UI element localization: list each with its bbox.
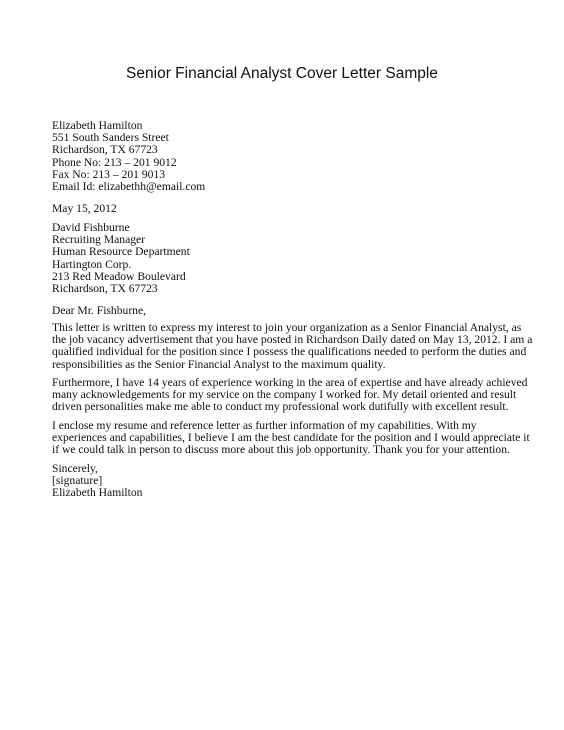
sender-phone: Phone No: 213 – 201 9012	[52, 155, 177, 169]
body-paragraph-3	[52, 419, 530, 457]
closing-phrase: Sincerely,	[52, 462, 98, 475]
sender-email: Email Id: elizabethh@email.com	[52, 180, 206, 194]
sender-name: Elizabeth Hamilton	[52, 119, 143, 132]
paragraph-line: I enclose my resume and reference letter as further information of my capabilities. With my	[52, 419, 477, 432]
letter-date: May 15, 2012	[52, 202, 117, 215]
body-paragraph-1	[52, 321, 533, 371]
sender-fax: Fax No: 213 – 201 9013	[52, 167, 166, 181]
paragraph-line: Furthermore, I have 14 years of experience working in the area of expertise and have already achieved	[52, 376, 528, 389]
recipient-company: Hartington Corp.	[52, 257, 132, 271]
paragraph-line: qualified individual for the position since I possess the qualifications needed to perform the duties and	[52, 345, 527, 359]
paragraph-line: the job vacancy advertisement that you have posted in Richardson Daily dated on May 13, 2012. I am a	[52, 333, 533, 347]
recipient-title: Recruiting Manager	[52, 233, 146, 247]
signature-placeholder: [signature]	[52, 474, 103, 488]
sender-street: 551 South Sanders Street	[52, 131, 169, 145]
sender-address-block	[52, 120, 522, 193]
document-title: Senior Financial Analyst Cover Letter Sample	[126, 65, 438, 82]
paragraph-line: experiences and capabilities, I believe I am the best candidate for the position and I would appreciate it	[52, 431, 530, 445]
salutation-block	[52, 305, 522, 317]
recipient-name: David Fishburne	[52, 221, 130, 234]
recipient-address-block	[52, 222, 522, 295]
salutation: Dear Mr. Fishburne,	[52, 304, 147, 317]
body-paragraph-2	[52, 376, 528, 414]
paragraph-line: many acknowledgements for my service on the company I worked for. My detail oriented and result	[52, 388, 517, 402]
paragraph-line: if we could talk in person to discuss more about this job opportunity. Thank you for your attention.	[52, 443, 510, 457]
sender-city: Richardson, TX 67723	[52, 143, 158, 157]
letter-date-block	[52, 203, 522, 215]
paragraph-line: This letter is written to express my interest to join your organization as a Senior Financial Analyst, as	[52, 321, 522, 334]
recipient-department: Human Resource Department	[52, 245, 190, 259]
paragraph-line: driven personalities make me able to conduct my professional work dutifully with excellent result.	[52, 400, 509, 414]
closing-block	[52, 463, 522, 500]
recipient-city: Richardson, TX 67723	[52, 282, 158, 296]
paragraph-line: responsibilities as the Senior Financial Analyst to the maximum quality.	[52, 357, 386, 371]
recipient-street: 213 Red Meadow Boulevard	[52, 269, 186, 283]
closing-name: Elizabeth Hamilton	[52, 486, 143, 500]
